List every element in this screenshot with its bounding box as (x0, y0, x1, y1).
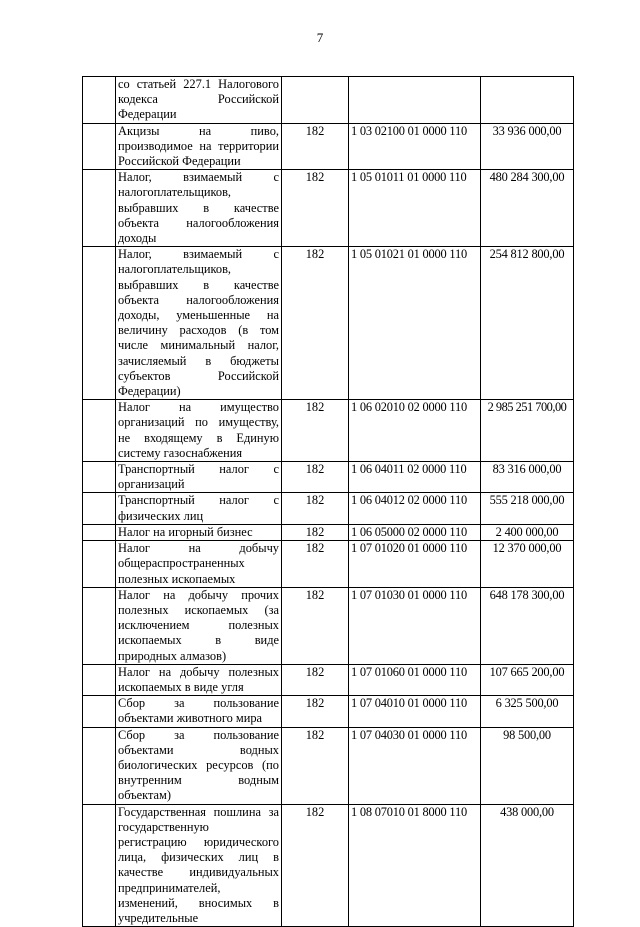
admin-code-cell: 182 (282, 587, 349, 664)
blank-cell (83, 77, 116, 124)
income-name-cell: Налог на имущество организаций по имуществу, не входящему в Единую систему газоснабжения (116, 400, 282, 462)
admin-code-cell: 182 (282, 524, 349, 540)
amount-cell: 83 316 000,00 (481, 462, 574, 493)
income-name-cell: со статьей 227.1 Налогового кодекса Российской Федерации (116, 77, 282, 124)
budget-code-cell: 1 07 01060 01 0000 110 (349, 664, 481, 695)
admin-code-cell (282, 77, 349, 124)
admin-code-cell: 182 (282, 664, 349, 695)
admin-code-cell: 182 (282, 541, 349, 588)
table-row (83, 804, 574, 927)
blank-cell (83, 247, 116, 400)
income-name-cell: Сбор за пользование объектами животного мира (116, 696, 282, 727)
admin-code-cell: 182 (282, 247, 349, 400)
blank-cell (83, 727, 116, 804)
blank-cell (83, 804, 116, 927)
income-name-cell: Акцизы на пиво, производимое на территории Российской Федерации (116, 123, 282, 170)
blank-cell (83, 524, 116, 540)
amount-cell: 2 400 000,00 (481, 524, 574, 540)
income-name-cell: Налог на добычу прочих полезных ископаемых (за исключением полезных ископаемых в виде природных алмазов) (116, 587, 282, 664)
budget-code-cell: 1 06 04012 02 0000 110 (349, 493, 481, 524)
amount-cell: 98 500,00 (481, 727, 574, 804)
amount-cell: 648 178 300,00 (481, 587, 574, 664)
table-row (83, 524, 574, 540)
revenue-table (82, 76, 574, 927)
budget-code-cell: 1 05 01021 01 0000 110 (349, 247, 481, 400)
blank-cell (83, 664, 116, 695)
table-row (83, 400, 574, 462)
income-name-cell: Налог на добычу полезных ископаемых в виде угля (116, 664, 282, 695)
admin-code-cell: 182 (282, 696, 349, 727)
table-row (83, 696, 574, 727)
budget-code-cell: 1 06 04011 02 0000 110 (349, 462, 481, 493)
income-name-cell: Налог на добычу общераспространенных полезных ископаемых (116, 541, 282, 588)
budget-code-cell: 1 08 07010 01 8000 110 (349, 804, 481, 927)
table-row (83, 123, 574, 170)
income-name-cell: Сбор за пользование объектами водных биологических ресурсов (по внутренним водным объектам) (116, 727, 282, 804)
amount-cell: 480 284 300,00 (481, 170, 574, 247)
income-name-cell: Транспортный налог с организаций (116, 462, 282, 493)
blank-cell (83, 696, 116, 727)
admin-code-cell: 182 (282, 400, 349, 462)
page-number: 7 (316, 30, 324, 45)
income-name-cell: Транспортный налог с физических лиц (116, 493, 282, 524)
admin-code-cell: 182 (282, 727, 349, 804)
table-row (83, 664, 574, 695)
table-row (83, 493, 574, 524)
income-name-cell: Государственная пошлина за государственную регистрацию юридического лица, физических лиц в качестве индивидуальных предпринимателей, изменений, вносимых в учредительные (116, 804, 282, 927)
amount-cell: 555 218 000,00 (481, 493, 574, 524)
blank-cell (83, 170, 116, 247)
admin-code-cell: 182 (282, 462, 349, 493)
table-row (83, 170, 574, 247)
table-row (83, 727, 574, 804)
blank-cell (83, 123, 116, 170)
budget-code-cell: 1 07 04010 01 0000 110 (349, 696, 481, 727)
blank-cell (83, 493, 116, 524)
table-row (83, 541, 574, 588)
blank-cell (83, 587, 116, 664)
income-name-cell: Налог, взимаемый с налогоплательщиков, выбравших в качестве объекта налогообложения доходы, уменьшенные на величину расходов (в том числе минимальный налог, зачисляемый в бюджеты субъектов Российской Федерации) (116, 247, 282, 400)
budget-code-cell: 1 07 01020 01 0000 110 (349, 541, 481, 588)
budget-code-cell: 1 06 05000 02 0000 110 (349, 524, 481, 540)
income-name-cell: Налог, взимаемый с налогоплательщиков, выбравших в качестве объекта налогообложения доходы (116, 170, 282, 247)
amount-cell: 438 000,00 (481, 804, 574, 927)
amount-cell: 2 985 251 700,00 (481, 400, 574, 462)
budget-code-cell: 1 03 02100 01 0000 110 (349, 123, 481, 170)
table-row (83, 77, 574, 124)
admin-code-cell: 182 (282, 804, 349, 927)
amount-cell (481, 77, 574, 124)
blank-cell (83, 541, 116, 588)
income-name-cell: Налог на игорный бизнес (116, 524, 282, 540)
blank-cell (83, 400, 116, 462)
blank-cell (83, 462, 116, 493)
admin-code-cell: 182 (282, 123, 349, 170)
budget-code-cell: 1 06 02010 02 0000 110 (349, 400, 481, 462)
budget-code-cell: 1 05 01011 01 0000 110 (349, 170, 481, 247)
amount-cell: 107 665 200,00 (481, 664, 574, 695)
table-row (83, 247, 574, 400)
amount-cell: 12 370 000,00 (481, 541, 574, 588)
table-row (83, 587, 574, 664)
budget-code-cell: 1 07 01030 01 0000 110 (349, 587, 481, 664)
budget-code-cell: 1 07 04030 01 0000 110 (349, 727, 481, 804)
table-row (83, 462, 574, 493)
amount-cell: 33 936 000,00 (481, 123, 574, 170)
amount-cell: 254 812 800,00 (481, 247, 574, 400)
admin-code-cell: 182 (282, 170, 349, 247)
amount-cell: 6 325 500,00 (481, 696, 574, 727)
admin-code-cell: 182 (282, 493, 349, 524)
budget-code-cell (349, 77, 481, 124)
